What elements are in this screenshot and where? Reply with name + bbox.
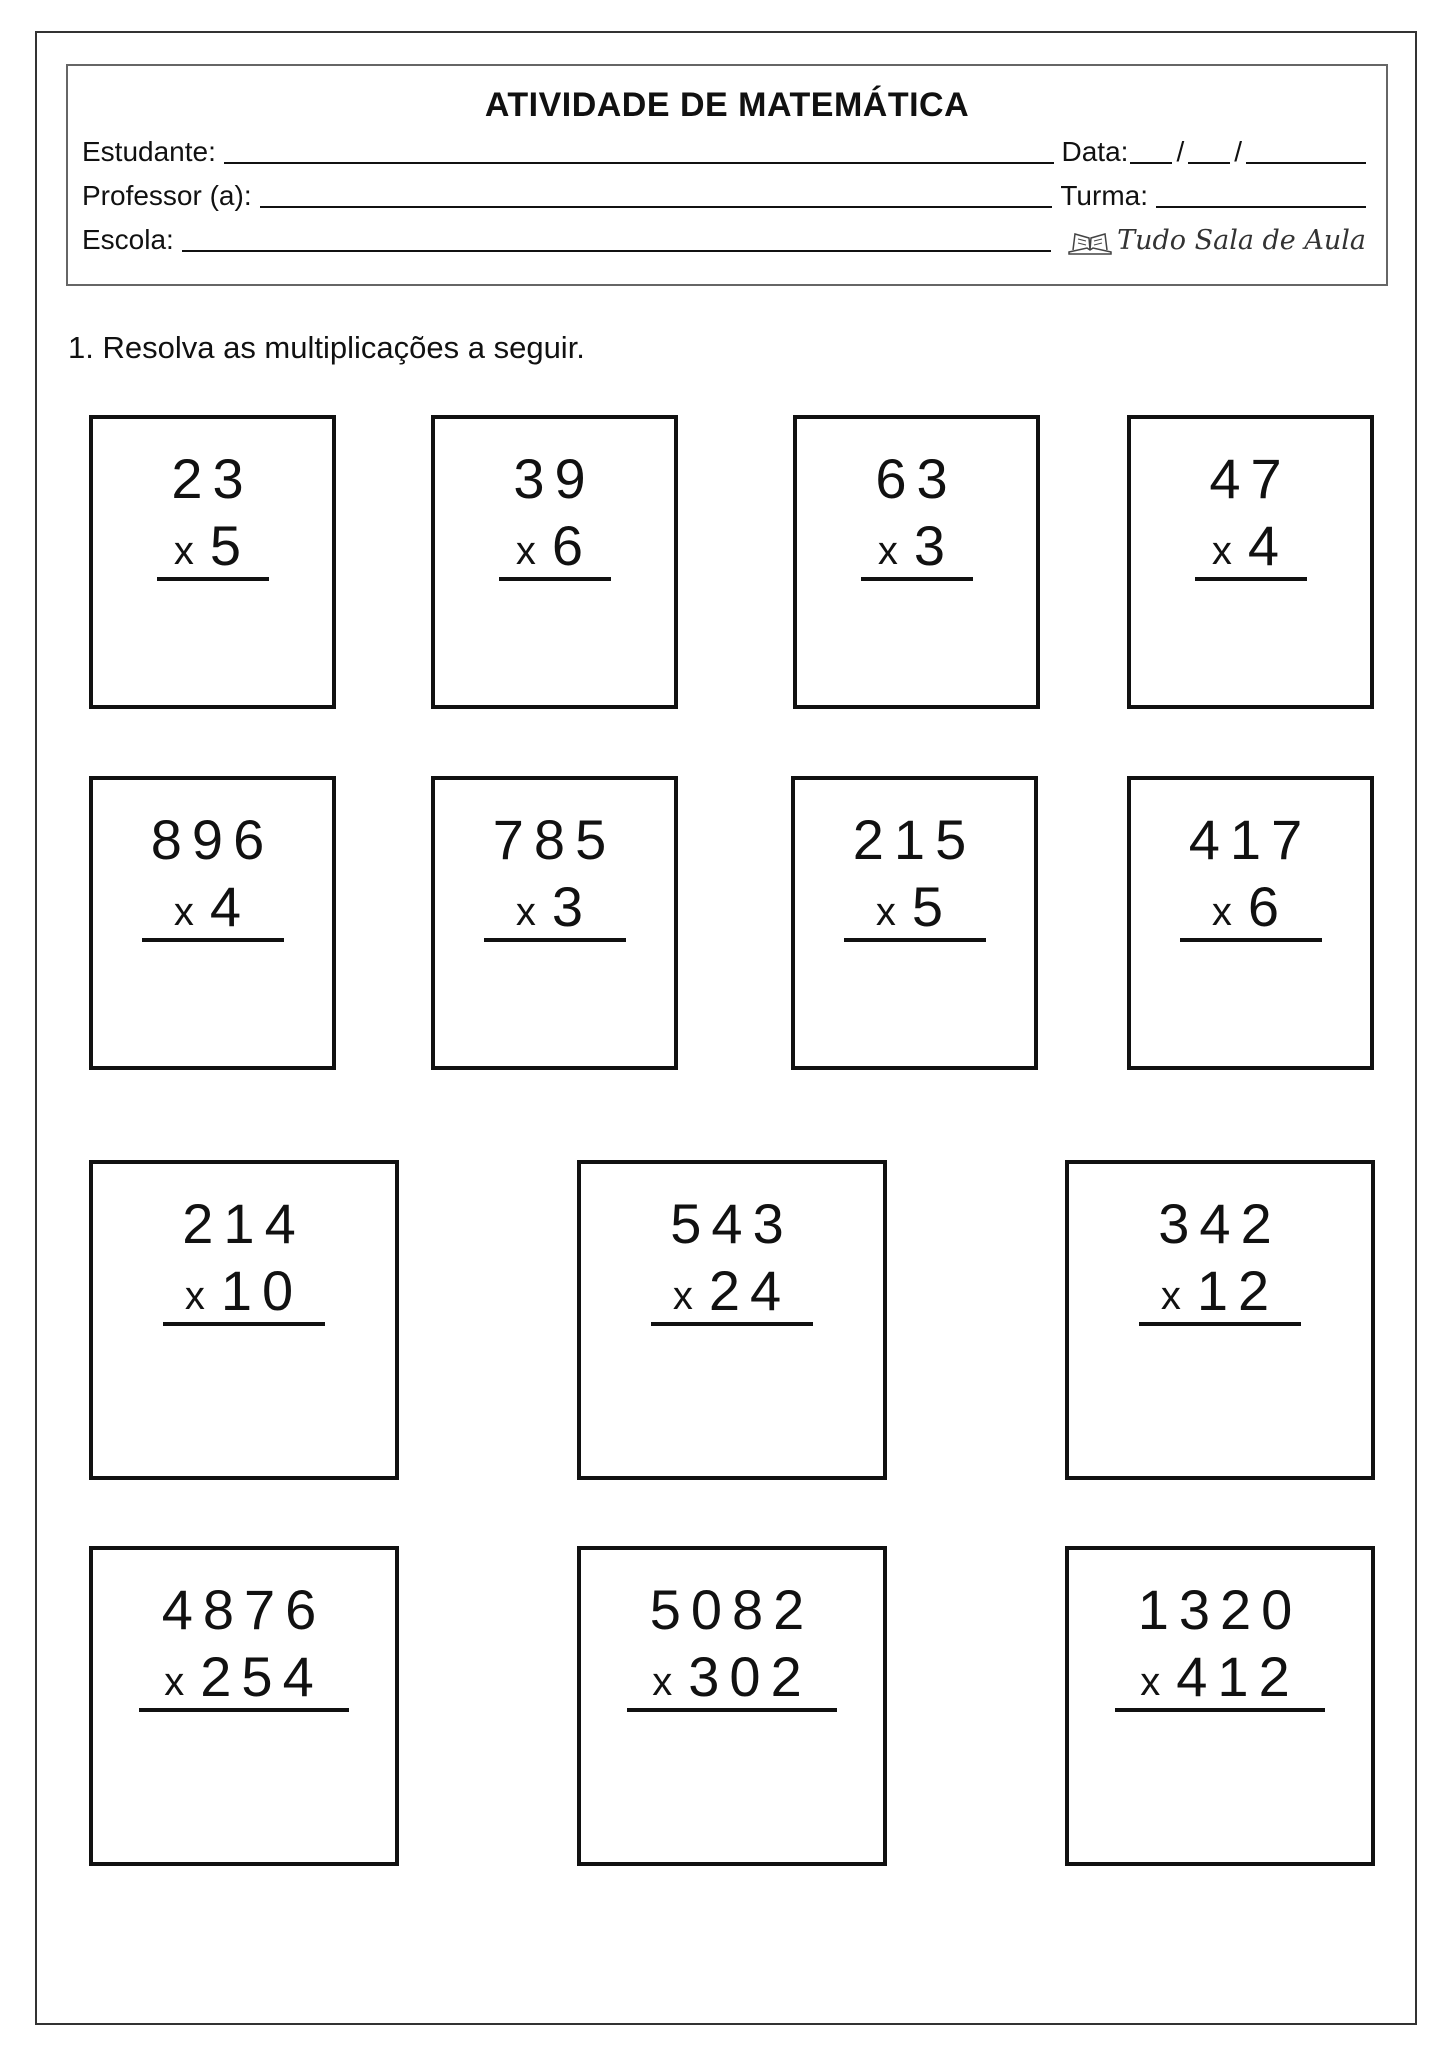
worksheet-title: ATIVIDADE DE MATEMÁTICA [484,86,970,124]
problem-box[interactable] [793,415,1040,709]
multiplication-problem [93,447,332,581]
problem-box[interactable] [1127,415,1374,709]
multiplication-problem [93,1578,395,1712]
problem-box[interactable] [577,1160,887,1480]
multiplier-row [1139,1256,1301,1326]
multiplier-row [163,1256,325,1326]
date-separator: / [1234,136,1242,167]
multiplier: 4 [1247,514,1290,577]
multiplicand: 214 [182,1192,306,1255]
problem-box[interactable] [1127,776,1374,1070]
multiplication-problem [797,447,1036,581]
problem-box[interactable] [431,415,678,709]
multiplier: 12 [1196,1259,1280,1322]
logo-text: Tudo Sala de Aula [1117,225,1366,256]
multiplicand: 63 [875,447,958,510]
multiplier: 4 [209,875,252,938]
student-label: Estudante: [82,136,216,167]
multiplicand: 342 [1158,1192,1282,1255]
multiplicand: 215 [852,808,977,871]
multiplication-problem [1069,1192,1371,1326]
multiplication-problem [93,808,332,942]
problem-box[interactable] [791,776,1038,1070]
multiplication-problem [581,1578,883,1712]
multiplier-row [139,1642,349,1712]
problem-box[interactable] [89,1160,399,1480]
multiplier-row [157,511,269,581]
multiply-sign: x [173,890,194,934]
student-row [82,128,1366,168]
multiplier-row [1115,1642,1325,1712]
student-name-field[interactable] [224,132,1054,164]
multiply-sign: x [1211,890,1232,934]
multiply-sign: x [515,529,536,573]
multiply-sign: x [164,1660,185,1704]
multiplier: 5 [209,514,252,577]
multiplier: 24 [708,1259,792,1322]
date-label: Data: [1061,136,1129,167]
date-separator: / [1176,136,1185,167]
teacher-label: Professor (a): [82,180,252,211]
multiply-sign: x [652,1660,673,1704]
multiplier: 254 [200,1645,324,1708]
multiplier: 6 [1247,875,1290,938]
multiplicand: 1320 [1137,1578,1303,1641]
multiply-sign: x [1160,1274,1181,1318]
problem-box[interactable] [89,1546,399,1866]
school-row [82,216,1366,256]
date-year-field[interactable] [1246,134,1366,164]
multiply-sign: x [1211,529,1232,573]
multiply-sign: x [877,529,898,573]
header-box [66,64,1388,286]
school-label: Escola: [82,224,174,255]
multiplier-row [651,1256,813,1326]
multiplier: 10 [220,1259,304,1322]
logo [1067,225,1366,256]
problem-box[interactable] [1065,1160,1375,1480]
multiplier-row [499,511,611,581]
multiplication-problem [1131,447,1370,581]
multiplication-problem [1069,1578,1371,1712]
multiplicand: 4876 [161,1578,327,1641]
teacher-name-field[interactable] [260,176,1053,208]
date-day-field[interactable] [1130,134,1172,164]
multiply-sign: x [875,890,896,934]
multiply-sign: x [173,529,194,573]
multiplier-row [1180,872,1322,942]
teacher-row [82,172,1366,212]
multiply-sign: x [515,890,536,934]
multiplicand: 543 [670,1192,794,1255]
book-icon [1067,226,1113,256]
multiplicand: 896 [150,808,275,871]
multiplication-problem [581,1192,883,1326]
multiplication-problem [435,808,674,942]
multiplicand: 23 [171,447,254,510]
multiplier-row [1195,511,1307,581]
multiplier-row [484,872,626,942]
multiplier: 302 [688,1645,812,1708]
multiplicand: 785 [492,808,617,871]
multiplier-row [844,872,986,942]
problem-box[interactable] [1065,1546,1375,1866]
multiplicand: 417 [1188,808,1313,871]
multiply-sign: x [1140,1660,1161,1704]
multiplication-problem [435,447,674,581]
multiplicand: 39 [513,447,596,510]
multiply-sign: x [672,1274,693,1318]
multiplication-problem [1131,808,1370,942]
multiplier: 6 [551,514,594,577]
problem-box[interactable] [431,776,678,1070]
multiplicand: 47 [1209,447,1292,510]
multiplier: 412 [1176,1645,1300,1708]
multiplier-row [142,872,284,942]
problem-box[interactable] [89,415,336,709]
multiplicand: 5082 [649,1578,815,1641]
multiplier: 3 [551,875,594,938]
multiplication-problem [795,808,1034,942]
multiplier-row [627,1642,837,1712]
class-field[interactable] [1156,176,1366,208]
date-month-field[interactable] [1188,134,1230,164]
multiplication-problem [93,1192,395,1326]
question-prompt: 1. Resolva as multiplicações a seguir. [68,330,585,365]
school-name-field[interactable] [182,220,1051,252]
multiplier: 5 [911,875,954,938]
multiplier: 3 [913,514,956,577]
class-label: Turma: [1060,180,1148,211]
problem-box[interactable] [577,1546,887,1866]
problem-box[interactable] [89,776,336,1070]
multiplier-row [861,511,973,581]
multiply-sign: x [184,1274,205,1318]
